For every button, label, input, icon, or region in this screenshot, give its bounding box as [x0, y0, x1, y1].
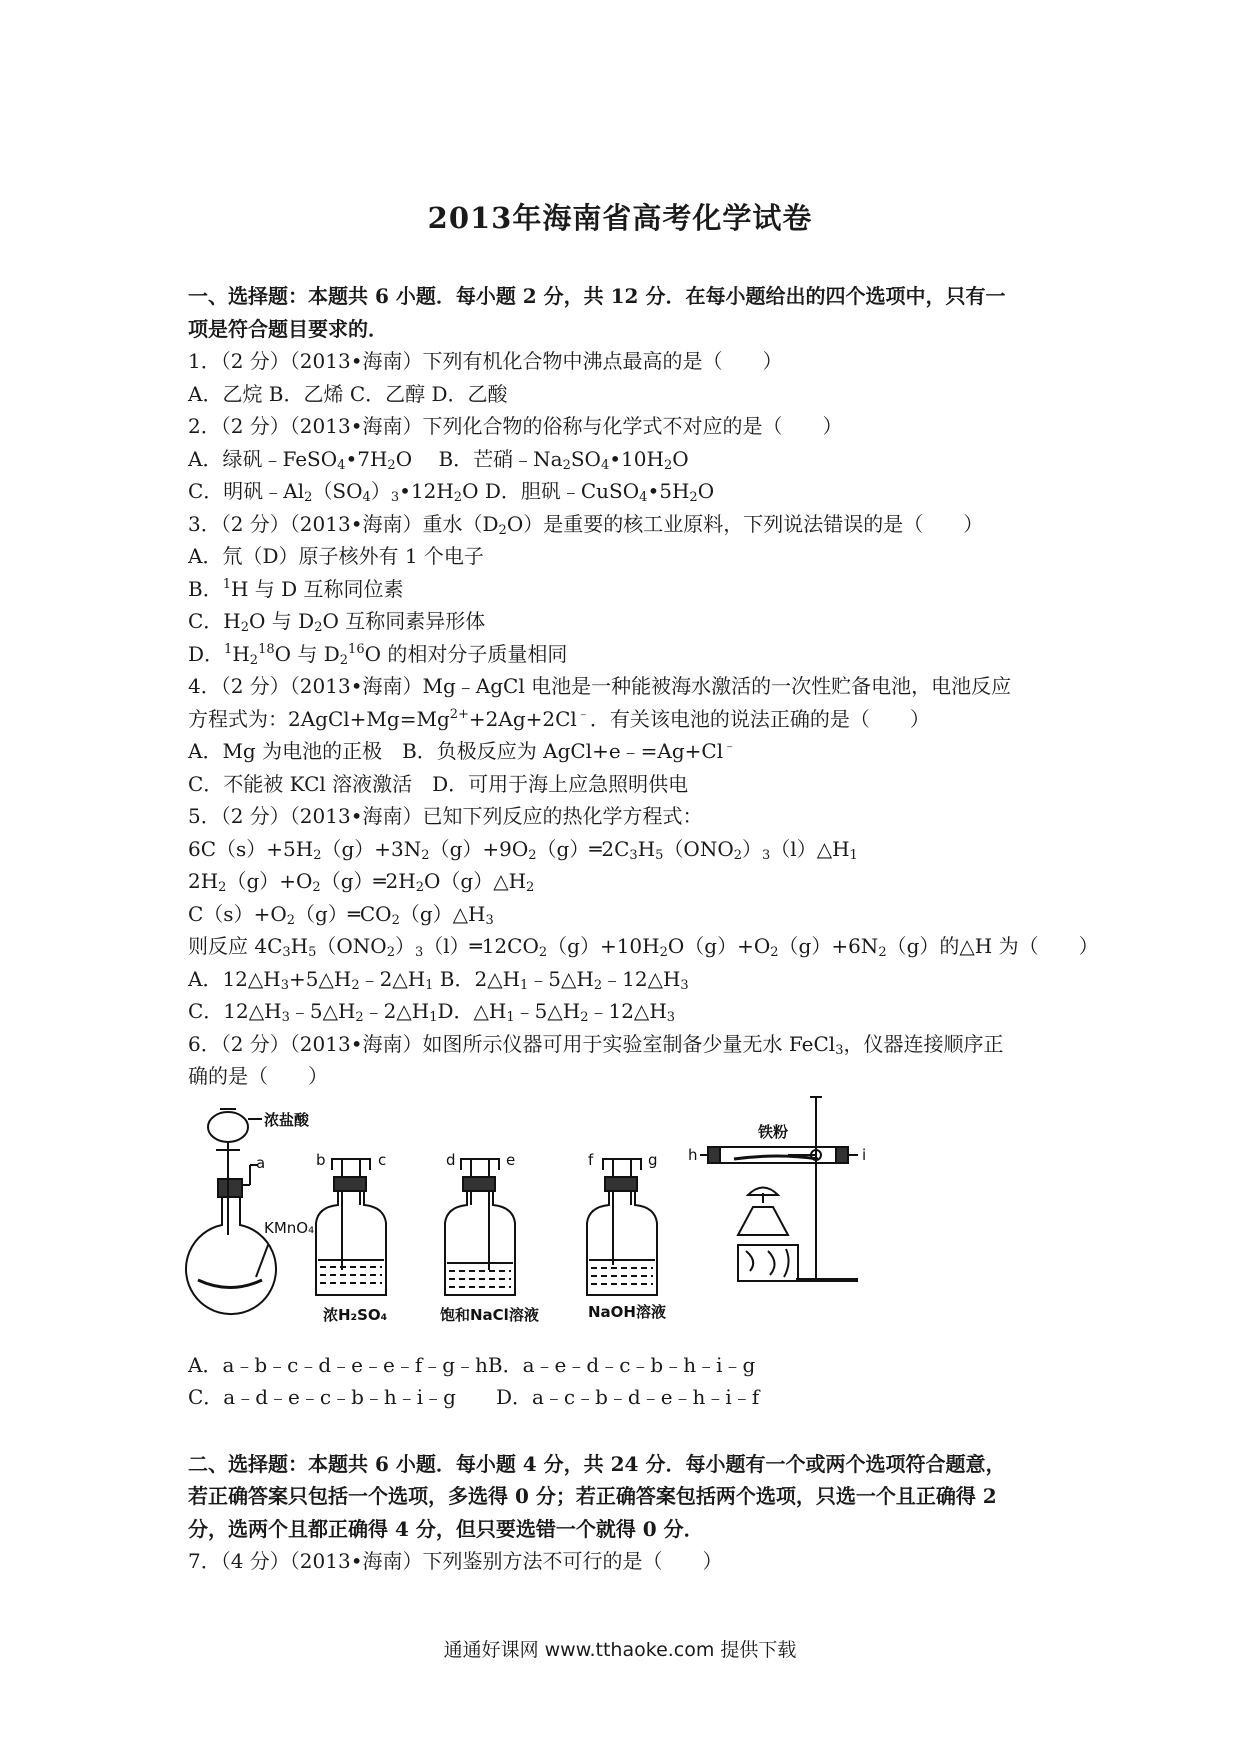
- q6-options-cd: C．a﹣d﹣e﹣c﹣b﹣h﹣i﹣g D．a﹣c﹣b﹣d﹣e﹣h﹣i﹣f: [188, 1385, 760, 1409]
- q4-options-ab: A．Mg 为电池的正极 B．负极反应为 AgCl+e﹣=Ag+Cl﹣: [188, 739, 737, 763]
- q3-option-d: D．$^1H_2^{18}O$ 与 $D_2^{16}O$ 的相对分子质量相同: [188, 641, 568, 668]
- label-a: a: [256, 1153, 266, 1172]
- label-b: b: [316, 1150, 326, 1169]
- q7-stem: 7．（4 分）（2013•海南）下列鉴别方法不可行的是（ ）: [188, 1549, 723, 1573]
- label-g: g: [648, 1150, 658, 1169]
- label-kmno4: KMnO₄: [264, 1218, 315, 1237]
- q3-stem: 3．（2 分）（2013•海南）重水$(D_2O)$是重要的核工业原料，下列说法错误的是（ ）: [188, 511, 984, 538]
- q6-apparatus-figure: [178, 1095, 1058, 1345]
- label-c: c: [378, 1150, 387, 1169]
- q5-stem: 5．（2 分）（2013•海南）已知下列反应的热化学方程式：: [188, 804, 703, 828]
- label-d: d: [446, 1150, 456, 1169]
- q5-equation-2: $2H_2(g)+O_2(g)═2H_2O(g)\triangle H_2$: [188, 869, 535, 895]
- section2-header-line3: 分，选两个且都正确得 4 分，但只要选错一个就得 0 分．: [188, 1516, 704, 1541]
- q3-option-a: A．氘（D）原子核外有 1 个电子: [188, 544, 484, 568]
- page-title: 2013年海南省高考化学试卷: [427, 201, 813, 235]
- q2-stem: 2．（2 分）（2013•海南）下列化合物的俗称与化学式不对应的是（ ）: [188, 414, 843, 438]
- q6-stem-line2: 确的是（ ）: [188, 1064, 328, 1088]
- label-e: e: [506, 1150, 516, 1169]
- q5-options-ab: A．$12\triangle H_3+5\triangle H_2﹣2\triangle H_1$ B．$2\triangle H_1﹣5\triangle H_2﹣12\triangle H_3$: [188, 966, 689, 993]
- q4-stem-line1: 4．（2 分）（2013•海南）Mg﹣AgCl 电池是一种能被海水激活的一次性贮备电池，电池反应: [188, 674, 1012, 698]
- wash-bottle-nacl: [445, 1159, 515, 1295]
- section-gap: [188, 1414, 1068, 1448]
- q5-equation-1: $6C(s)+5H_2(g)+3N_2(g)+9O_2(g)═2C_3H_5(ONO_2)_3(l)\triangle H_1$: [188, 836, 858, 863]
- q3-option-c: C．$H_2O$ 与 $D_2O$ 互称同素异形体: [188, 609, 486, 635]
- label-conc-h2so4: 浓H₂SO₄: [323, 1305, 388, 1324]
- apparatus-diagram: [178, 1095, 1058, 1345]
- label-sat-nacl: 饱和NaCl溶液: [440, 1305, 539, 1324]
- flask-apparatus: [186, 1109, 276, 1314]
- exam-content: [188, 280, 1099, 1578]
- label-iron-powder: 铁粉: [758, 1122, 789, 1141]
- section1-header-line2: 项是符合题目要求的．: [188, 316, 388, 341]
- q5-question: 则反应 $4C_3H_5(ONO_2)_3(l)═12CO_2(g)+10H_2O(g)+O_2(g)+6N_2(g)$的△H 为（ ）: [188, 934, 1099, 960]
- q6-options-ab: A．a﹣b﹣c﹣d﹣e﹣e﹣f﹣g﹣hB．a﹣e﹣d﹣c﹣b﹣h﹣i﹣g: [188, 1352, 756, 1377]
- q6-stem-line1: 6．（2 分）（2013•海南）如图所示仪器可用于实验室制备少量无水 FeCl$_3$，仪器连接顺序正: [188, 1031, 1004, 1058]
- q1-options: A．乙烷 B．乙烯 C．乙醇 D．乙酸: [188, 381, 508, 406]
- q4-stem-line2: 方程式为：$2AgCl+Mg=Mg^{2+}+2Ag+2Cl^﹣$．有关该电池的说法正确的是（ ）: [188, 706, 930, 731]
- section2-header-line1: 二、选择题：本题共 6 小题．每小题 4 分，共 24 分．每小题有一个或两个选项符合题意，: [188, 1451, 1006, 1476]
- q5-options-cd: C．$12\triangle H_3﹣5\triangle H_2﹣2\triangle H_1D$．$\triangle H_1﹣5\triangle H_2﹣12\triangle H_3$: [188, 999, 676, 1025]
- q2-options-ab: A．绿矾$﹣FeSO_4•7H_2O$ B．芒硝$﹣Na_2SO_4•10H_2O$: [188, 446, 689, 473]
- wash-bottle-h2so4: [316, 1159, 386, 1295]
- section2-header-line2: 若正确答案只包括一个选项，多选得 0 分；若正确答案包括两个选项，只选一个且正确得 2: [188, 1484, 997, 1508]
- label-f: f: [588, 1150, 594, 1169]
- q2-options-cd: C．明矾$﹣Al_2(SO_4)_3•12H_2O$ D．胆矾$﹣CuSO_4•5H_2O$: [188, 479, 715, 505]
- q1-stem: 1．（2 分）（2013•海南）下列有机化合物中沸点最高的是（ ）: [188, 349, 783, 373]
- label-naoh: NaOH溶液: [588, 1302, 666, 1321]
- label-conc-hcl: 浓盐酸: [264, 1110, 310, 1129]
- section1-header-line1: 一、选择题：本题共 6 小题．每小题 2 分，共 12 分．在每小题给出的四个选项中，只有一: [188, 284, 1006, 308]
- q3-option-b: B．$^1$H 与 D 互称同位素: [188, 576, 404, 601]
- label-h: h: [688, 1145, 698, 1164]
- q5-equation-3: $C(s)+O_2(g)═CO_2(g)\triangle H_3$: [188, 901, 494, 928]
- wash-bottle-naoh: [587, 1159, 657, 1295]
- q4-options-cd: C．不能被 KCl 溶液激活 D．可用于海上应急照明供电: [188, 771, 689, 796]
- page-footer: 通通好课网 www.tthaoke.com 提供下载: [443, 1639, 797, 1661]
- label-i: i: [862, 1145, 867, 1164]
